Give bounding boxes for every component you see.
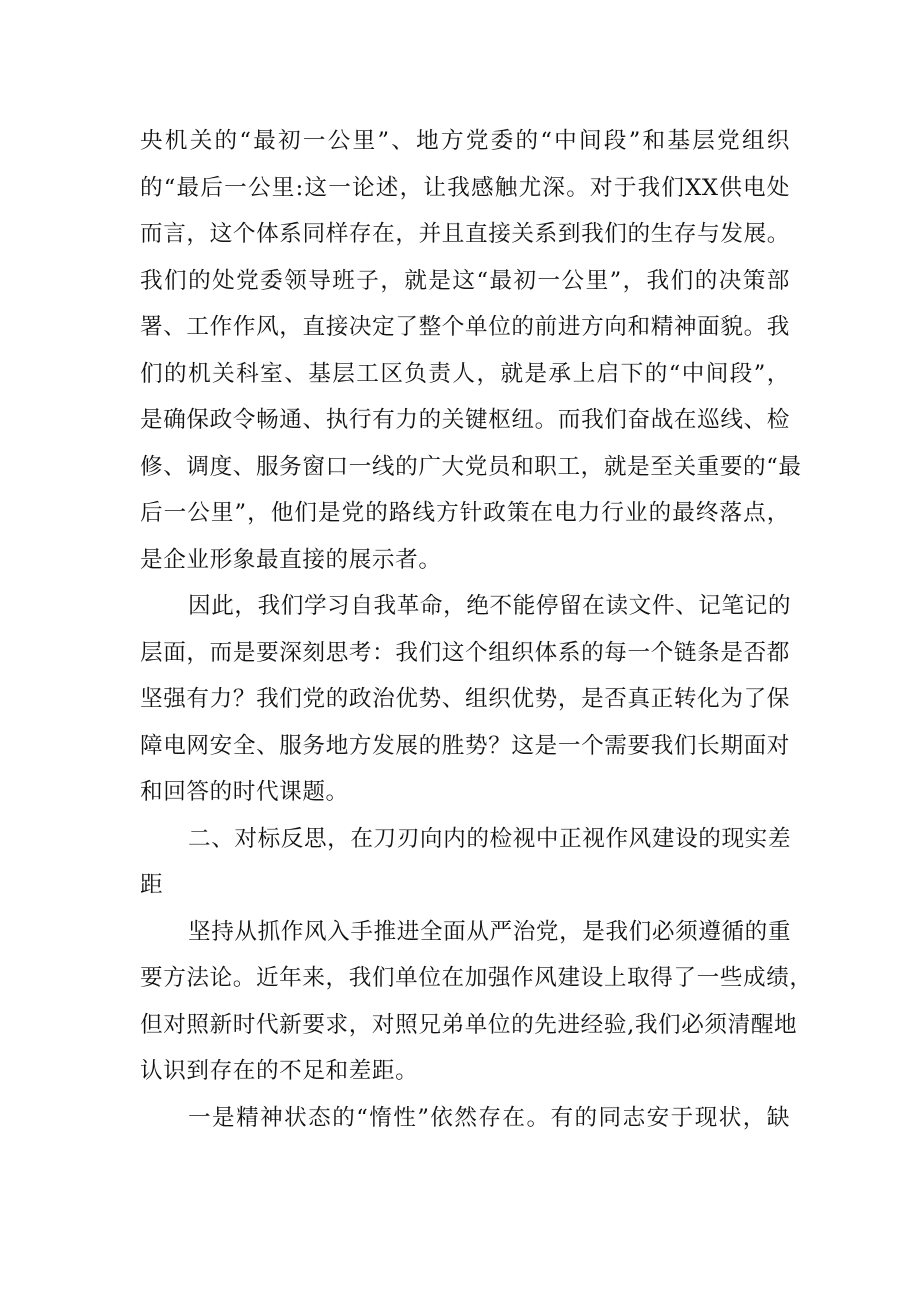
- text-line: 央机关的“最初一公里”、地方党委的“中间段”和基层党组织: [140, 128, 790, 154]
- text-line: 署、工作作风，直接决定了整个单位的前进方向和精神面貌。我: [140, 314, 790, 340]
- paragraph-first-line: 因此，我们学习自我革命，绝不能停留在读文件、记笔记的: [188, 593, 792, 619]
- text-line: 但对照新时代新要求，对照兄弟单位的先进经验,我们必须清醒地: [140, 1011, 798, 1038]
- section-heading-continuation: 距: [140, 872, 164, 898]
- body-text: [140, 118, 813, 1141]
- text-line: 而言，这个体系同样存在，并且直接关系到我们的生存与发展。: [140, 221, 790, 247]
- paragraph-first-line: 一是精神状态的“惰性”依然存在。有的同志安于现状，缺: [188, 1104, 790, 1131]
- paragraph-first-line: 坚持从抓作风入手推进全面从严治党，是我们必须遵循的重: [188, 918, 792, 945]
- text-line: 后一公里”，他们是党的路线方针政策在电力行业的最终落点，: [140, 500, 790, 526]
- text-line: 坚强有力？我们党的政治优势、组织优势，是否真正转化为了保: [140, 686, 790, 712]
- text-line: 障电网安全、服务地方发展的胜势？这是一个需要我们长期面对: [140, 732, 790, 759]
- text-line: 我们的处党委领导班子，就是这“最初一公里”，我们的决策部: [140, 267, 790, 294]
- text-line: 是确保政令畅通、执行有力的关键枢纽。而我们奋战在巡线、检: [140, 407, 790, 433]
- text-line: 认识到存在的不足和差距。: [140, 1058, 419, 1084]
- text-line: 是企业形象最直接的展示者。: [140, 546, 442, 573]
- text-line: 修、调度、服务窗口一线的广大党员和职工，就是至关重要的“最: [140, 453, 802, 480]
- text-line: 们的机关科室、基层工区负责人，就是承上启下的“中间段”，: [140, 360, 790, 387]
- section-heading: 二、对标反思，在刀刃向内的检视中正视作风建设的现实差: [188, 825, 792, 852]
- text-line: 的“最后一公里:这一论述，让我感触尤深。对于我们XX供电处: [140, 174, 790, 201]
- text-line: 层面，而是要深刻思考：我们这个组织体系的每一个链条是否都: [140, 639, 790, 666]
- text-line: 和回答的时代课题。: [140, 779, 349, 805]
- text-line: 要方法论。近年来，我们单位在加强作风建设上取得了一些成绩，: [140, 965, 813, 991]
